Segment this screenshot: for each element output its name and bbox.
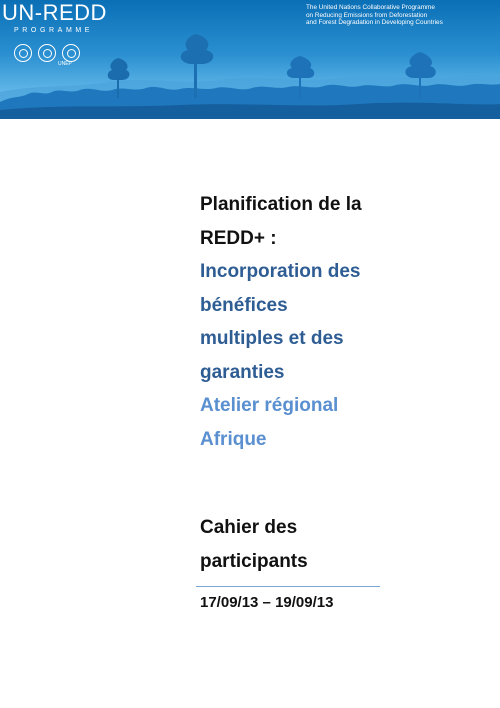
document-subtitle-line: multiples et des — [200, 328, 344, 349]
unep-label: UNEP — [58, 61, 72, 67]
header-banner — [0, 0, 500, 119]
divider-line — [196, 586, 380, 587]
document-title-line: REDD+ : — [200, 227, 277, 249]
booklet-title-line: participants — [200, 550, 308, 572]
event-name-line: Atelier régional — [200, 395, 339, 416]
fao-logo-icon — [14, 44, 32, 62]
un-redd-logo-subtitle: PROGRAMME — [14, 27, 94, 34]
tagline-line: on Reducing Emissions from Deforestation — [306, 11, 428, 19]
document-subtitle-line: bénéfices — [200, 294, 288, 316]
document-title-line: Planification de la — [200, 194, 362, 215]
tagline-line: The United Nations Collaborative Programme — [306, 4, 435, 11]
document-title-block — [200, 188, 460, 456]
booklet-title — [200, 511, 460, 578]
programme-tagline — [306, 4, 494, 27]
document-subtitle-line: garanties — [200, 361, 285, 383]
event-dates: 17/09/13 – 19/09/13 — [200, 594, 334, 611]
document-subtitle-line: Incorporation des — [200, 261, 361, 282]
undp-logo-icon — [38, 44, 56, 62]
event-name-line: Afrique — [200, 428, 267, 450]
un-redd-logo-title: UN-REDD — [2, 0, 107, 25]
booklet-title-line: Cahier des — [200, 517, 298, 538]
tagline-line: and Forest Degradation in Developing Countries — [306, 19, 443, 27]
agency-logos — [14, 44, 80, 62]
unep-logo-icon — [62, 44, 80, 62]
